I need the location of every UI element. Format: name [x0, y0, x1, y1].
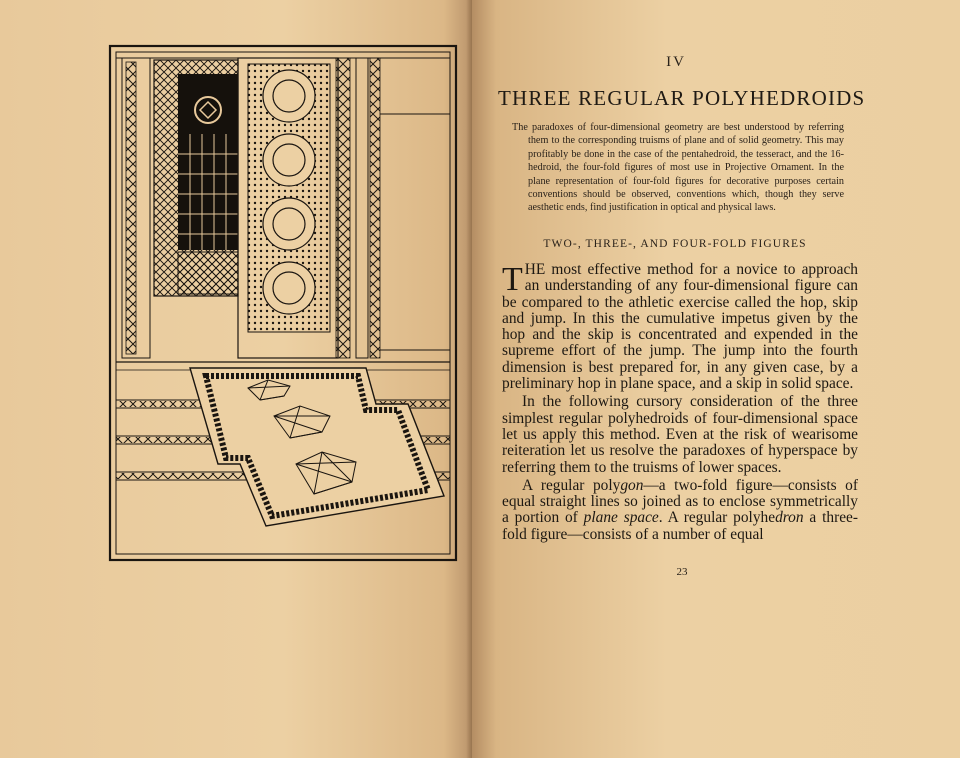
- p3-segment: a three-fold figure—consists of a number of equal: [502, 509, 858, 543]
- drop-cap: T: [502, 261, 523, 298]
- p3-segment: . A regular polyhe: [658, 509, 776, 527]
- p3-segment: A regular poly: [522, 476, 621, 494]
- body-text: [502, 262, 858, 545]
- p3-italic-plane-space: plane space: [583, 509, 659, 527]
- left-page: [0, 0, 472, 758]
- paragraph-2: In the following cursory consideration of the three simplest regular polyhedroids of four-dimensional space let us apply this method. Even at the risk of wearisome reiteration let us resolve the paradoxes of hyperspace by referring them to the truisms of lower spaces.: [502, 393, 858, 476]
- chapter-abstract: [512, 121, 844, 215]
- paragraph-3: [502, 478, 858, 543]
- p3-segment: —a two-fold figure—consists of equal straight lines so joined as to enclose symmetrically a portion of: [502, 476, 858, 527]
- chapter-number: IV: [666, 54, 686, 70]
- paragraph-1: [502, 262, 858, 392]
- paragraph-1-text: HE most effective method for a novice to approach an understanding of any four-dimensional figure can be compared to the athletic exercise called the hop, skip and jump. In this the cumulative impetus given by the hop and the skip is concentrated and expended in the supreme effort of the jump. The jump into the fourth dimension is best prepared for, in any given case, by a preliminary hop in plane space, and a skip in solid space.: [502, 261, 858, 393]
- p3-italic-dron: dron: [775, 509, 804, 527]
- abstract-text: The paradoxes of four-dimensional geometry are best understood by referring them to the corresponding truisms of plane and of solid geometry. This may profitably be done in the case of the pentahedroid, the tesseract, and the 16-hedroid, the four-fold figures of most use in Projective Ornament. In the plane representation of four-fold figures for decorative purposes certain conventions should be observed, conventions which, though they serve aesthetic ends, find justification in optical and physical laws.: [512, 122, 844, 214]
- chapter-title: THREE REGULAR POLYHEDROIDS: [498, 86, 866, 110]
- page-number: 23: [676, 566, 688, 578]
- ornament-illustration: [108, 44, 458, 562]
- p3-italic-gon: gon: [620, 476, 644, 494]
- section-heading: TWO-, THREE-, AND FOUR-FOLD FIGURES: [543, 238, 807, 250]
